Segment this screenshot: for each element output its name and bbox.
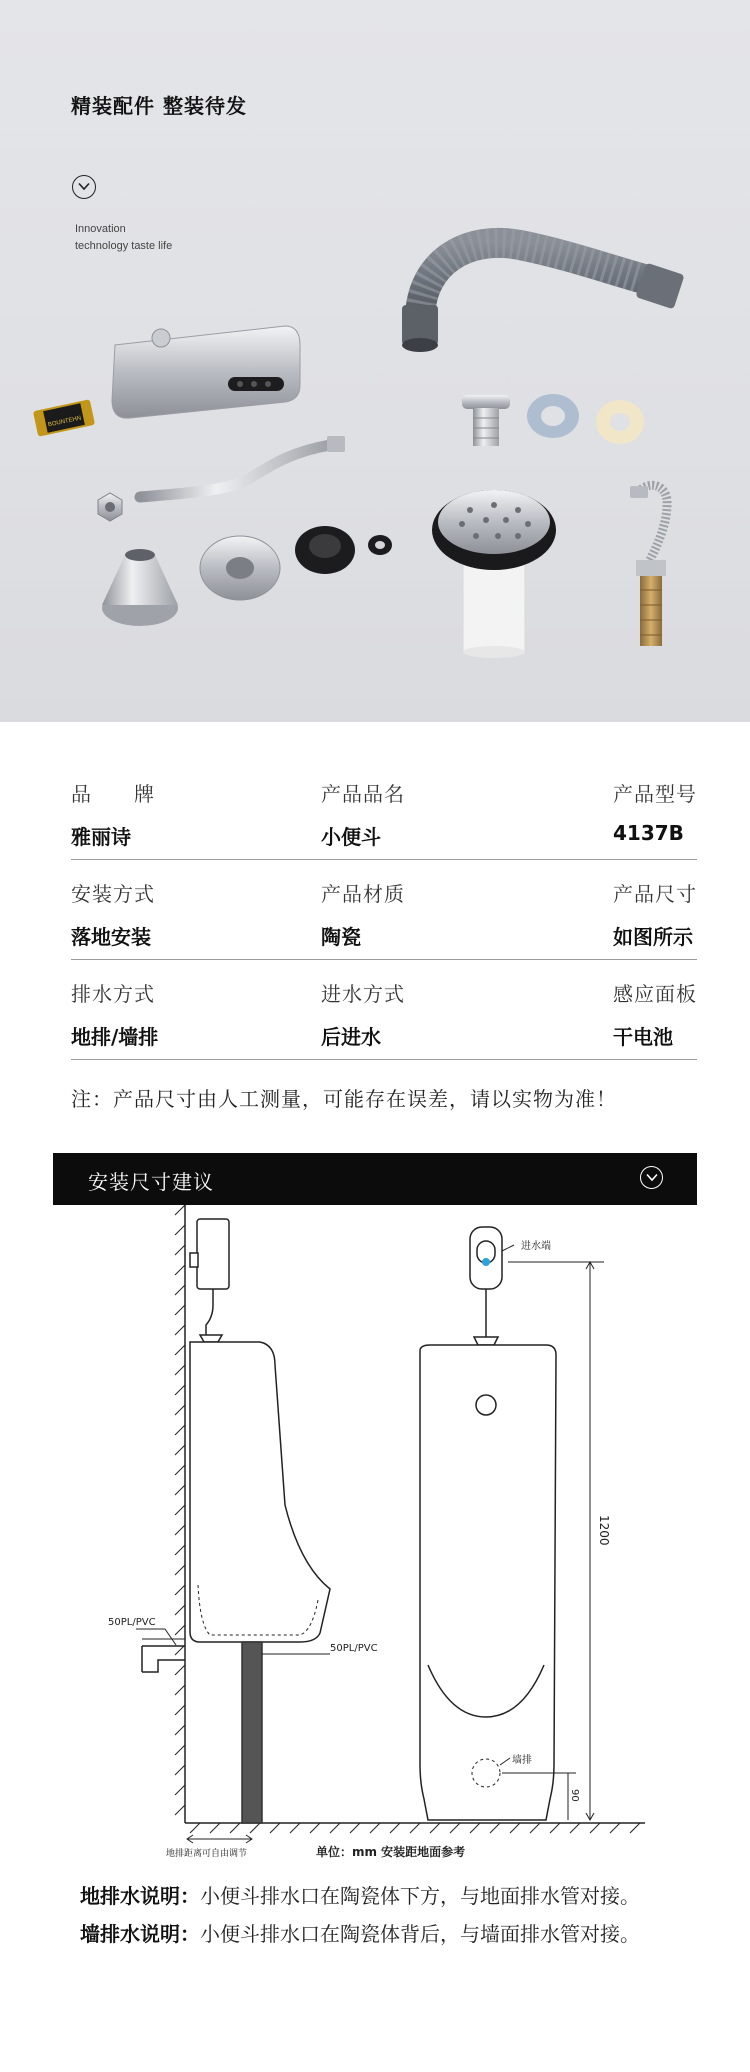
- spec-cell-brand: [71, 778, 155, 850]
- spec-cell-drain: [71, 978, 158, 1050]
- spec-label: 排水方式: [71, 982, 155, 1006]
- hex-nut: [98, 493, 122, 521]
- cream-washer: [596, 400, 644, 444]
- flex-hose: [630, 485, 667, 646]
- spec-label: 产品材质: [321, 882, 405, 906]
- drain-hose: [402, 243, 685, 352]
- spec-cell-name: [321, 778, 405, 850]
- wall-drain-label: 墙排: [512, 1755, 532, 1766]
- spec-value: 小便斗: [321, 825, 381, 849]
- svg-text:BOUNTEHN: BOUNTEHN: [47, 415, 82, 429]
- dimension-header: [53, 1153, 697, 1205]
- spec-row: [71, 760, 697, 860]
- spec-cell-size: [613, 878, 697, 950]
- distance-label: 地排距离可自由调节: [166, 1849, 248, 1859]
- spec-value: 雅丽诗: [71, 825, 131, 849]
- spec-row: [71, 960, 697, 1060]
- spec-value: 陶瓷: [321, 925, 361, 949]
- explain-title: 墙排水说明：: [80, 1922, 200, 1946]
- installation-diagram: [0, 1205, 750, 1865]
- unit-label: 单位：mm 安装距地面参考: [316, 1845, 466, 1859]
- spec-cell-model: [613, 778, 697, 845]
- wall-pipe-label: 50PL/PVC: [108, 1617, 156, 1628]
- chevron-down-icon: [640, 1166, 663, 1189]
- spec-label: 安装方式: [71, 882, 155, 906]
- spec-row: [71, 860, 697, 960]
- hero-subtitle-line2: technology taste life: [75, 240, 173, 252]
- chrome-pipe: [140, 436, 345, 497]
- spec-cell-sensor: [613, 978, 697, 1050]
- spec-value: 后进水: [321, 1025, 381, 1049]
- drain-strainer: [432, 490, 556, 658]
- spec-label: 品 牌: [71, 782, 155, 806]
- floor-pipe-label: 50PL/PVC: [330, 1643, 378, 1654]
- spec-cell-inlet: [321, 978, 405, 1050]
- blue-washer: [527, 394, 579, 438]
- inlet-dot: [482, 1258, 490, 1266]
- spec-value: 干电池: [613, 1025, 673, 1049]
- sensor-body: [112, 326, 300, 418]
- wall-drain-explanation: [80, 1918, 640, 1947]
- measurement-note: 注：产品尺寸由人工测量，可能存在误差，请以实物为准！: [71, 1087, 617, 1111]
- spec-table: [71, 760, 697, 1060]
- chevron-down-icon: [72, 175, 96, 199]
- inlet-label: 进水端: [521, 1241, 551, 1252]
- hero-banner: [0, 0, 750, 722]
- spec-value: 如图所示: [613, 925, 693, 949]
- explain-text: 小便斗排水口在陶瓷体背后，与墙面排水管对接。: [200, 1922, 640, 1946]
- spec-cell-material: [321, 878, 405, 950]
- spec-label: 产品品名: [321, 782, 405, 806]
- height-label: 1200: [597, 1515, 611, 1546]
- spec-label: 产品尺寸: [613, 882, 697, 906]
- explain-text: 小便斗排水口在陶瓷体下方，与地面排水管对接。: [200, 1884, 640, 1908]
- spec-cell-install: [71, 878, 155, 950]
- explain-title: 地排水说明：: [80, 1884, 200, 1908]
- drain-height-label: 90: [569, 1789, 580, 1802]
- rubber-gasket: [295, 526, 392, 574]
- floor-drain-explanation: [80, 1880, 640, 1909]
- spec-label: 感应面板: [613, 982, 697, 1006]
- spec-label: 产品型号: [613, 782, 697, 806]
- chrome-cone: [102, 549, 178, 626]
- hero-subtitle-line1: Innovation: [75, 223, 126, 235]
- spec-value: 地排/墙排: [71, 1025, 159, 1049]
- dimension-title: 安装尺寸建议: [88, 1170, 214, 1194]
- chrome-flange: [200, 536, 280, 600]
- spec-value: 落地安装: [71, 925, 151, 949]
- battery: [33, 399, 95, 436]
- chrome-bolt: [462, 395, 510, 446]
- spec-label: 进水方式: [321, 982, 405, 1006]
- spec-value: 4137B: [613, 821, 684, 845]
- hero-title: 精装配件 整装待发: [71, 94, 247, 118]
